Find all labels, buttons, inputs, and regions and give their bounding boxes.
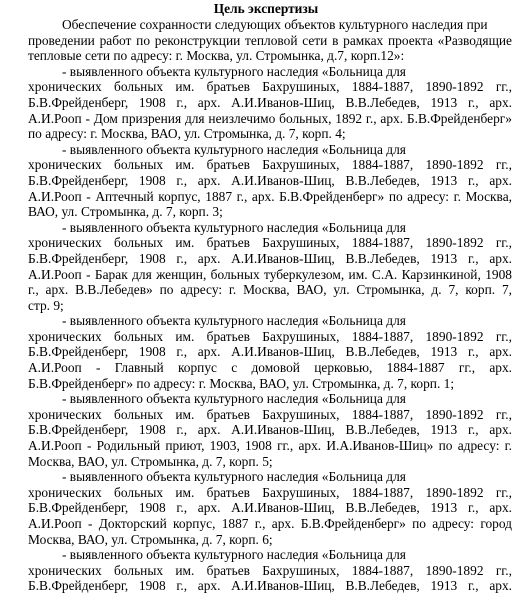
document-line: А.И.Рооп - Главный корпус с домовой церковью, 1884-1887 гг., арх.	[28, 360, 512, 376]
document-line: - выявленного объекта культурного наследия «Больница для	[62, 141, 406, 157]
document-line: тепловые сети по адресу: г. Москва, ул. Стромынка, д.7, корп.12»:	[28, 48, 405, 64]
document-line: Б.В.Фрейденберг, 1908 г., арх. А.И.Иванов-Шиц, В.В.Лебедев, 1913 г., арх.	[28, 250, 512, 266]
document-line: - выявленного объекта культурного наследия «Больница для	[62, 469, 406, 485]
document-line: - выявленного объекта культурного наследия «Больница для	[62, 391, 406, 407]
document-title: Цель экспертизы	[213, 1, 319, 16]
document-line: проведении работ по реконструкции тепловой сети в рамках проекта «Разводящие	[28, 32, 512, 48]
document-line: ВАО, ул. Стромынка, д. 7, корп. 3;	[28, 204, 223, 220]
document-line: хронических больных им. братьев Бахрушиных, 1884-1887, 1890-1892 гг.,	[28, 328, 512, 344]
document-line: Б.В.Фрейденберг, 1908 г., арх. А.И.Иванов-Шиц, В.В.Лебедев, 1913 г., арх.	[28, 422, 512, 438]
document-line: - выявленного объекта культурного наследия «Больница для	[62, 63, 406, 79]
document-line: Москва, ВАО, ул. Стромынка, д. 7, корп. 6;	[28, 531, 273, 547]
document-line: хронических больных им. братьев Бахрушиных, 1884-1887, 1890-1892 гг.,	[28, 79, 512, 95]
document-line: хронических больных им. братьев Бахрушиных, 1884-1887, 1890-1892 гг.,	[28, 406, 512, 422]
document-line: Б.В.Фрейденберг, 1908 г., арх. А.И.Иванов-Шиц, В.В.Лебедев, 1913 г., арх.	[28, 344, 512, 360]
document-line: А.И.Рооп - Барак для женщин, больных туберкулезом, им. С.А. Карзинкиной, 1908	[28, 266, 512, 282]
document-line: А.И.Рооп - Родильный приют, 1903, 1908 гг., арх. И.А.Иванов-Шиц» по адресу: г.	[28, 438, 512, 454]
document-line: Обеспечение сохранности следующих объектов культурного наследия при	[62, 17, 488, 32]
document-line: хронических больных им. братьев Бахрушиных, 1884-1887, 1890-1892 гг.,	[28, 562, 512, 578]
document-line: - выявленного объекта культурного наследия «Больница для	[62, 547, 406, 563]
document-line: по адресу: г. Москва, ВАО, ул. Стромынка, д. 7, корп. 4;	[28, 126, 346, 142]
document-line: хронических больных им. братьев Бахрушиных, 1884-1887, 1890-1892 гг.,	[28, 235, 512, 251]
document-line: Б.В.Фрейденберг, 1908 г., арх. А.И.Иванов-Шиц, В.В.Лебедев, 1913 г., арх.	[28, 94, 512, 110]
document-line: Б.В.Фрейденберг, 1908 г., арх. А.И.Иванов-Шиц, В.В.Лебедев, 1913 г., арх.	[28, 578, 512, 594]
document-line: А.И.Рооп - Докторский корпус, 1887 г., арх. Б.В.Фрейденберг» по адресу: город	[28, 516, 512, 531]
document-line: Б.В.Фрейденберг» по адресу: г. Москва, ВАО, ул. Стромынка, д. 7, корп. 1;	[28, 375, 455, 391]
document-body	[0, 17, 532, 594]
document-line: Б.В.Фрейденберг, 1908 г., арх. А.И.Иванов-Шиц, В.В.Лебедев, 1913 г., арх.	[28, 500, 512, 516]
document-line: А.И.Рооп - Аптечный корпус, 1887 г., арх. Б.В.Фрейденберг» по адресу: г. Москва,	[28, 188, 512, 204]
document-line: стр. 9;	[28, 297, 64, 313]
document-line: г., арх. В.В.Лебедев» по адресу: г. Москва, ВАО, ул. Стромынка, д. 7, корп. 7,	[28, 282, 512, 298]
document-line: хронических больных им. братьев Бахрушиных, 1884-1887, 1890-1892 гг.,	[28, 484, 512, 500]
document-line: Б.В.Фрейденберг, 1908 г., арх. А.И.Иванов-Шиц, В.В.Лебедев, 1913 г., арх.	[28, 172, 512, 188]
document-line: хронических больных им. братьев Бахрушиных, 1884-1887, 1890-1892 гг.,	[28, 157, 512, 173]
document-line: - выявленного объекта культурного наследия «Больница для	[62, 313, 406, 329]
document-line: - выявленного объекта культурного наследия «Больница для	[62, 219, 406, 235]
document-line: Москва, ВАО, ул. Стромынка, д. 7, корп. 5;	[28, 453, 273, 469]
document-line: А.И.Рооп - Дом призрения для неизлечимо больных, 1892 г., арх. Б.В.Фрейденберг»	[28, 110, 512, 126]
